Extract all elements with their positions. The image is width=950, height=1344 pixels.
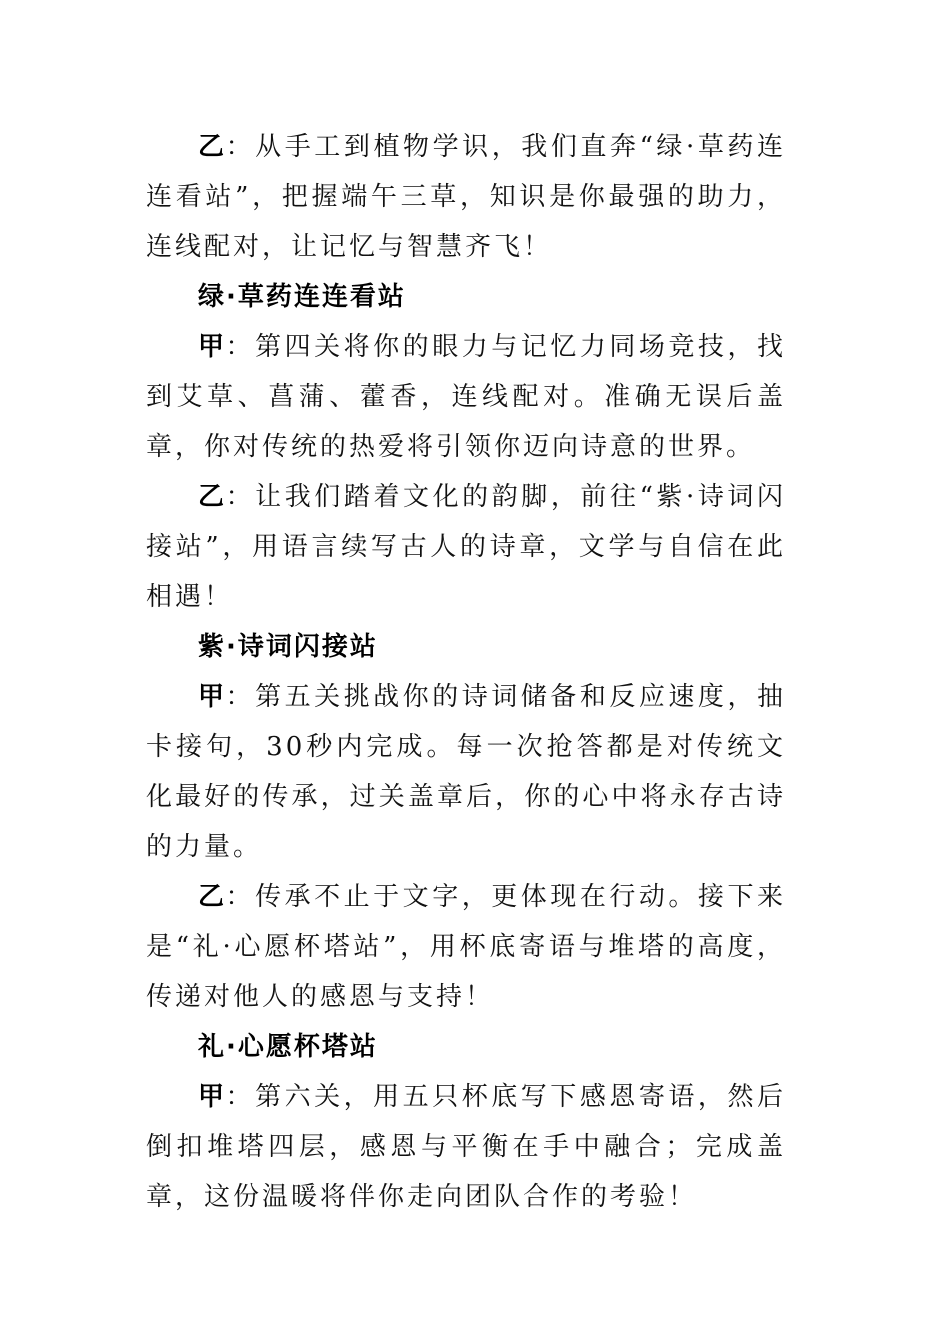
dialogue-text: 第六关，用五只杯底写下感恩寄语，然后倒扣堆塔四层，感恩与平衡在手中融合；完成盖章，这份温暖将伴你走向团队合作的考验！	[146, 1082, 786, 1212]
speaker-label: 甲	[198, 682, 226, 712]
dialogue-text: 第五关挑战你的诗词储备和反应速度，抽卡接句，30秒内完成。每一次抢答都是对传统文化最好的传承，过关盖章后，你的心中将永存古诗的力量。	[146, 682, 786, 862]
speaker-label: 甲	[198, 1082, 226, 1112]
speaker-colon: ：	[225, 882, 256, 912]
speaker-colon: ：	[225, 132, 256, 162]
station-heading: 绿·草药连连看站	[198, 282, 406, 312]
dialogue-paragraph	[146, 122, 786, 272]
dialogue-paragraph	[146, 872, 786, 1022]
speaker-colon: ：	[225, 682, 256, 712]
speaker-colon: ：	[225, 1082, 256, 1112]
dialogue-paragraph	[146, 472, 786, 622]
dialogue-paragraph	[146, 672, 786, 872]
dialogue-text: 让我们踏着文化的韵脚，前往“紫·诗词闪接站”，用语言续写古人的诗章，文学与自信在此相遇！	[146, 482, 786, 612]
speaker-colon: ：	[225, 332, 256, 362]
station-heading: 紫·诗词闪接站	[198, 632, 378, 662]
speaker-label: 乙	[198, 482, 226, 512]
speaker-label: 乙	[198, 882, 226, 912]
document-body	[146, 122, 786, 1222]
dialogue-text: 传承不止于文字，更体现在行动。接下来是“礼·心愿杯塔站”，用杯底寄语与堆塔的高度，传递对他人的感恩与支持！	[146, 882, 786, 1012]
dialogue-text: 第四关将你的眼力与记忆力同场竞技，找到艾草、菖蒲、藿香，连线配对。准确无误后盖章，你对传统的热爱将引领你迈向诗意的世界。	[146, 332, 786, 462]
dialogue-paragraph	[146, 322, 786, 472]
station-heading: 礼·心愿杯塔站	[198, 1032, 378, 1062]
dialogue-text: 从手工到植物学识，我们直奔“绿·草药连连看站”，把握端午三草，知识是你最强的助力，连线配对，让记忆与智慧齐飞！	[146, 132, 786, 262]
speaker-colon: ：	[225, 482, 256, 512]
speaker-label: 乙	[198, 132, 226, 162]
speaker-label: 甲	[198, 332, 226, 362]
dialogue-paragraph	[146, 1072, 786, 1222]
